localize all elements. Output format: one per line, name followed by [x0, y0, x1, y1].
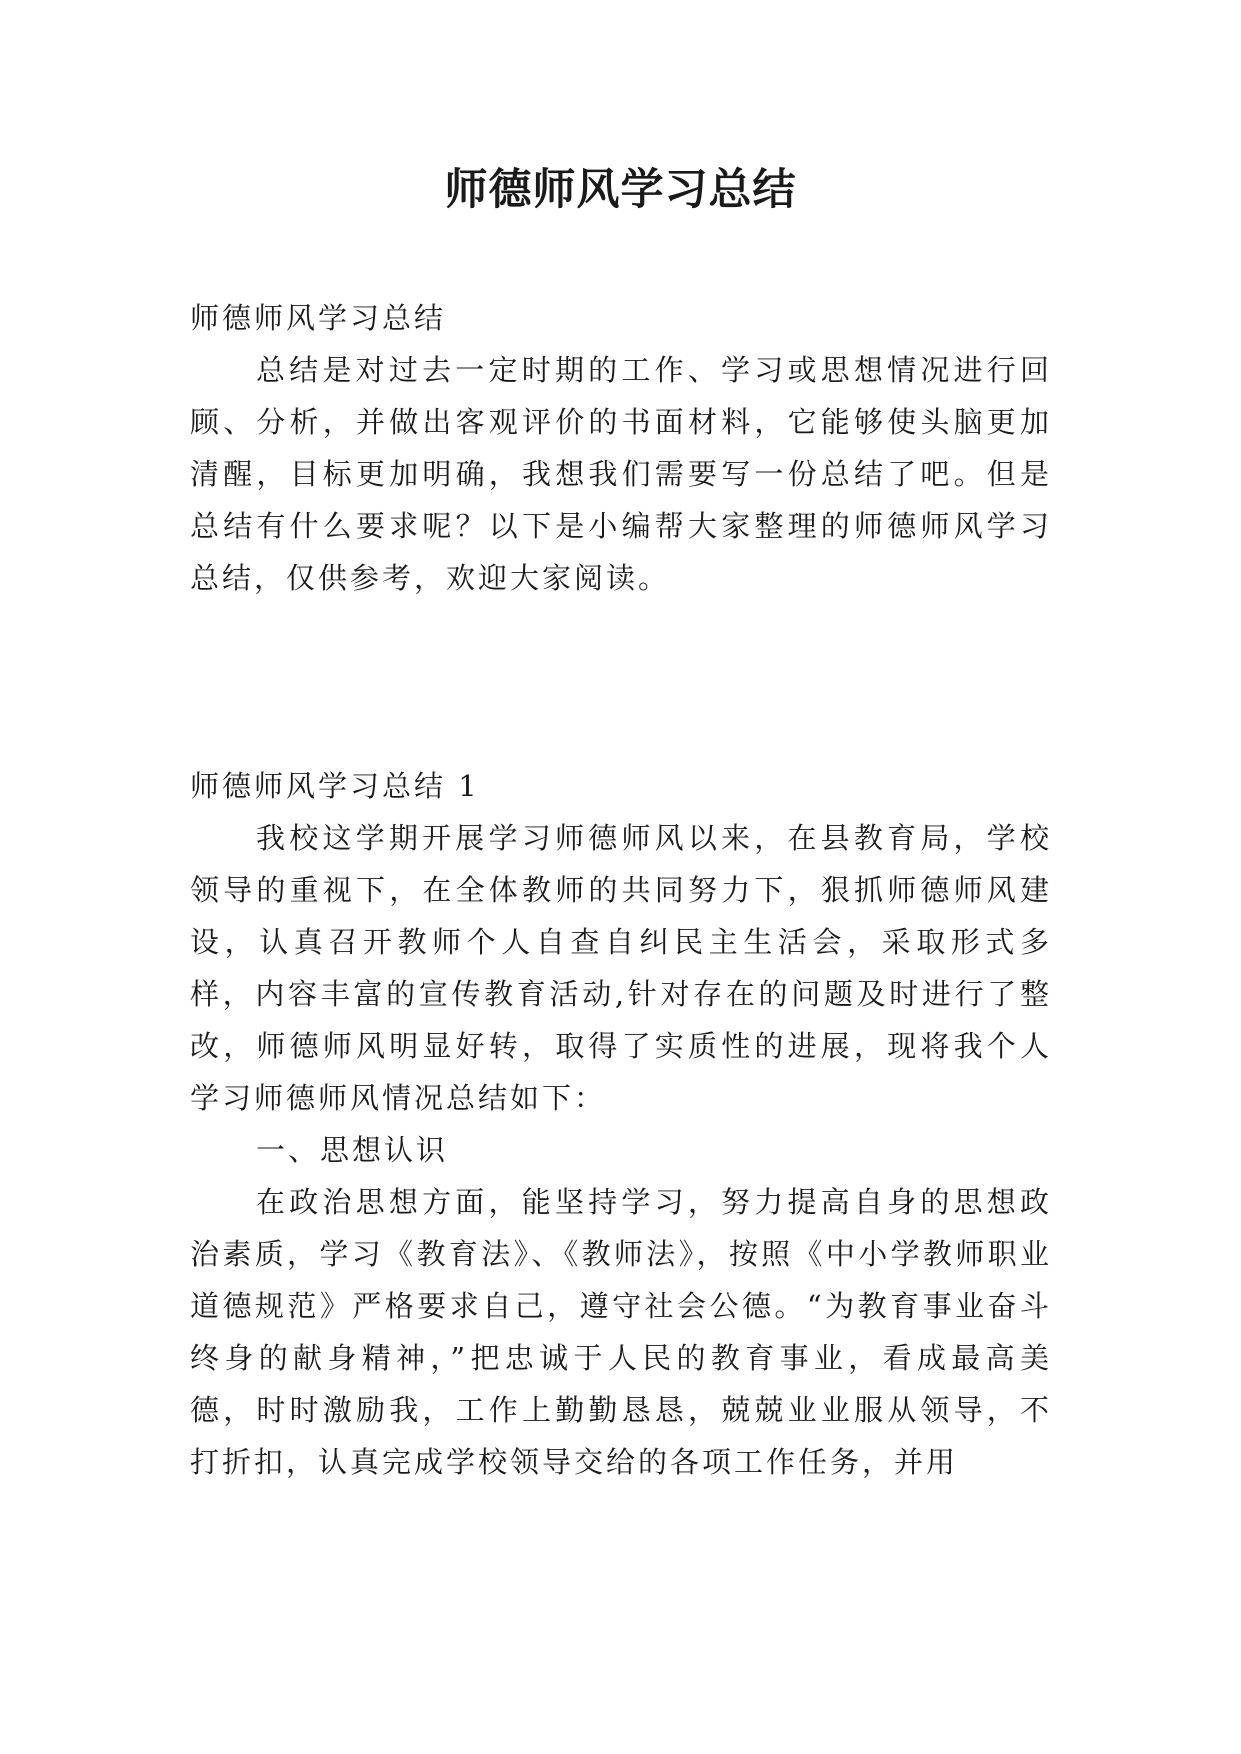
intro-heading: 师德师风学习总结: [190, 301, 447, 335]
document-title: 师德师风学习总结: [444, 165, 797, 215]
intro-section: [190, 292, 1052, 604]
section-1-paragraph-1: 我校这学期开展学习师德师风以来，在县教育局，学校领导的重视下，在全体教师的共同努力下，狠抓师德师风建设，认真召开教师个人自查自纠民主生活会，采取形式多样，内容丰富的宣传教育活动,针对存在的问题及时进行了整改，师德师风明显好转，取得了实质性的进展，现将我个人学习师德师风情况总结如下：: [190, 821, 1052, 1115]
section-1-heading: 师德师风学习总结 1: [190, 769, 480, 803]
section-1: [190, 760, 1052, 1488]
section-1-subheading: 一、思想认识: [256, 1133, 449, 1167]
intro-paragraph: 总结是对过去一定时期的工作、学习或思想情况进行回顾、分析，并做出客观评价的书面材料，它能够使头脑更加清醒，目标更加明确，我想我们需要写一份总结了吧。但是总结有什么要求呢？以下是小编帮大家整理的师德师风学习总结，仅供参考，欢迎大家阅读。: [190, 353, 1052, 595]
section-1-paragraph-2: 在政治思想方面，能坚持学习，努力提高自身的思想政治素质，学习《教育法》、《教师法》，按照《中小学教师职业道德规范》严格要求自己，遵守社会公德。“为教育事业奋斗终身的献身精神，”把忠诚于人民的教育事业，看成最高美德，时时激励我，工作上勤勤恳恳，兢兢业业服从领导，不打折扣，认真完成学校领导交给的各项工作任务，并用: [190, 1185, 1052, 1479]
